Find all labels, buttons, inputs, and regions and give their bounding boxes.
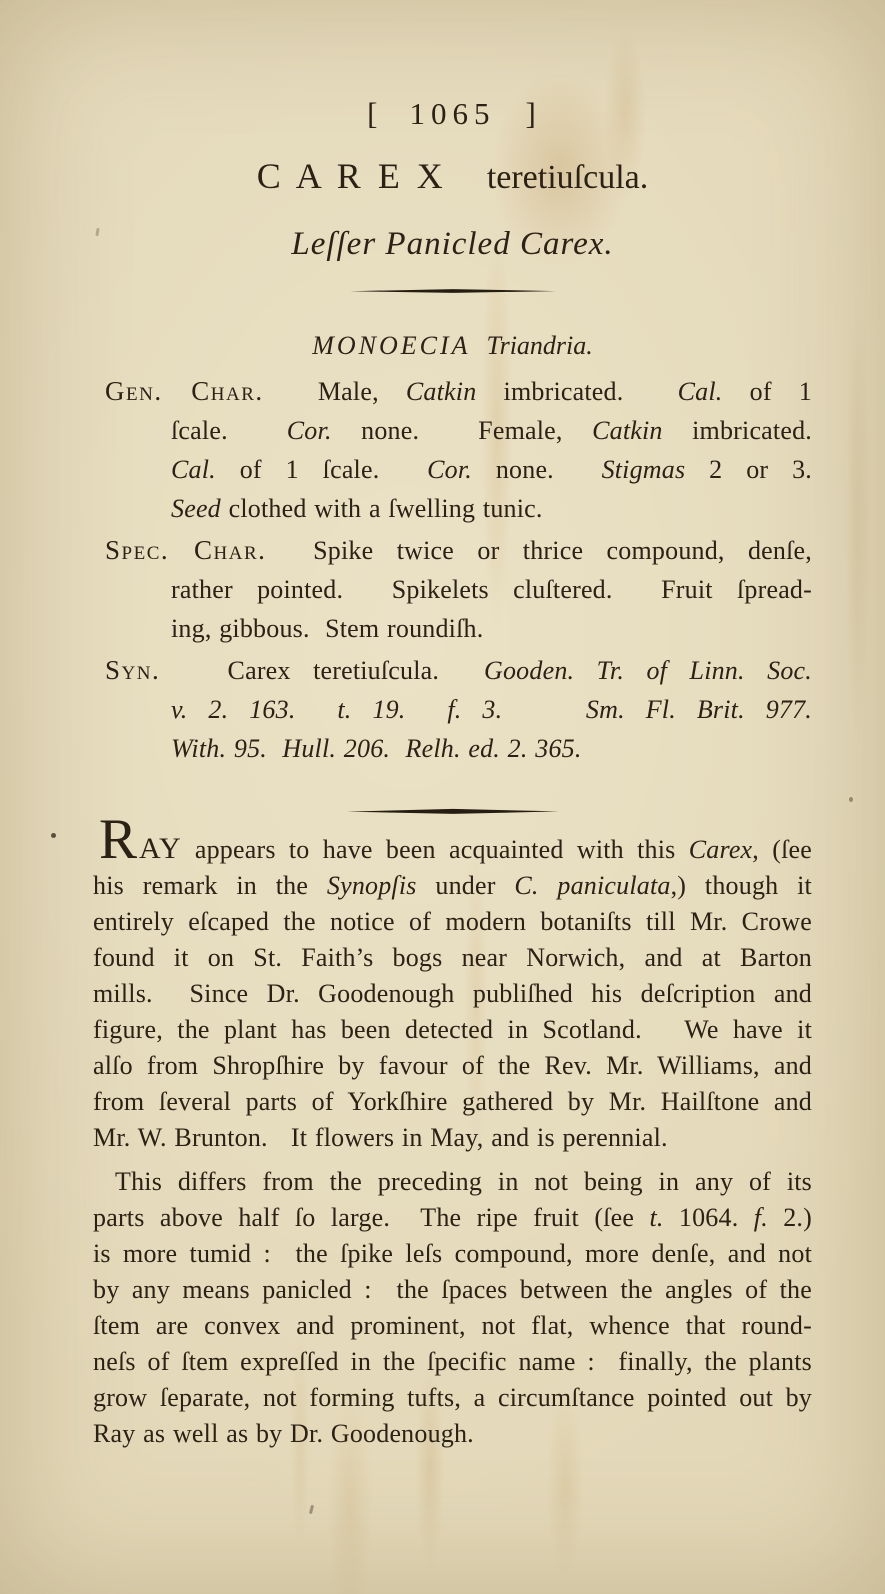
- description-paragraph-2: [93, 1164, 812, 1452]
- text-line: Cal. of 1 ſcale. Cor. none. Stigmas 2 or 3.: [171, 455, 812, 485]
- text-line: v. 2. 163. t. 19. f. 3. Sm. Fl. Brit. 977.: [171, 695, 812, 725]
- class-name: MONOECIA: [312, 331, 471, 361]
- species-name: teretiuſcula.: [486, 159, 649, 196]
- classification-line: [93, 330, 812, 362]
- text-line: his remark in the Synopſis under C. paniculata,) though it: [93, 871, 812, 901]
- text-line: figure, the plant has been detected in Scotland. We have it: [93, 1015, 812, 1045]
- description-paragraph-1: [93, 808, 812, 1156]
- text-line: rather pointed. Spikelets cluſtered. Fruit ſpread-: [171, 575, 812, 605]
- text-line: With. 95. Hull. 206. Relh. ed. 2. 365.: [171, 734, 582, 764]
- text-line: parts above half ſo large. The ripe fruit (ſee t. 1064. f. 2.): [93, 1203, 812, 1233]
- ink-speck: [309, 1505, 314, 1514]
- page-number-line: [93, 0, 812, 132]
- bracket-close: ]: [525, 96, 538, 131]
- plate-title: [93, 154, 812, 200]
- divider-rule-top: [350, 288, 556, 294]
- genus-characters-section: [93, 372, 812, 528]
- text-line: Spec. Char. Spike twice or thrice compound, denſe,: [105, 535, 812, 566]
- text-line: found it on St. Faith’s bogs near Norwich, and at Barton: [93, 943, 812, 973]
- text-line: mills. Since Dr. Goodenough publiſhed his deſcription and: [93, 979, 812, 1009]
- character-entries: [93, 372, 812, 768]
- text-line: entirely eſcaped the notice of modern botaniſts till Mr. Crowe: [93, 907, 812, 937]
- text-line: ſcale. Cor. none. Female, Catkin imbricated.: [171, 416, 812, 446]
- text-line: Gen. Char. Male, Catkin imbricated. Cal. of 1: [105, 376, 812, 407]
- common-name: Leſſer Panicled Carex.: [291, 226, 614, 263]
- text-line: Seed clothed with a ſwelling tunic.: [171, 494, 543, 524]
- text-line: grow ſeparate, not forming tufts, a circumſtance pointed out by: [93, 1383, 812, 1413]
- genus-name: C A R E X: [256, 156, 447, 196]
- bracket-open: [: [367, 96, 380, 131]
- ink-speck: [51, 833, 56, 838]
- ink-speck: [849, 797, 853, 802]
- species-characters-section: [93, 531, 812, 648]
- text-line: Syn. Carex teretiuſcula. Gooden. Tr. of Linn. Soc.: [105, 655, 812, 686]
- text-line: by any means panicled : the ſpaces between the angles of the: [93, 1275, 812, 1305]
- order-name: Triandria.: [486, 331, 593, 361]
- text-line: ſtem are convex and prominent, not flat, whence that round-: [93, 1311, 812, 1341]
- text-line: from ſeveral parts of Yorkſhire gathered by Mr. Hailſtone and: [93, 1087, 812, 1117]
- text-line: Mr. W. Brunton. It flowers in May, and is perennial.: [93, 1123, 668, 1153]
- text-line: RAY appears to have been acquainted with this Carex, (ſee: [99, 808, 812, 872]
- text-line: is more tumid : the ſpike leſs compound, more denſe, and not: [93, 1239, 812, 1269]
- text-line: This differs from the preceding in not being in any of its: [115, 1167, 812, 1197]
- text-line: neſs of ſtem expreſſed in the ſpecific name : finally, the plants: [93, 1347, 812, 1377]
- divider-rule-bottom: [347, 808, 559, 815]
- page-number: 1065: [409, 96, 496, 131]
- synonyms-section: [93, 651, 812, 768]
- text-line: ing, gibbous. Stem roundiſh.: [171, 614, 484, 644]
- text-line: alſo from Shropſhire by favour of the Rev. Mr. Williams, and: [93, 1051, 812, 1081]
- text-line: Ray as well as by Dr. Goodenough.: [93, 1419, 474, 1449]
